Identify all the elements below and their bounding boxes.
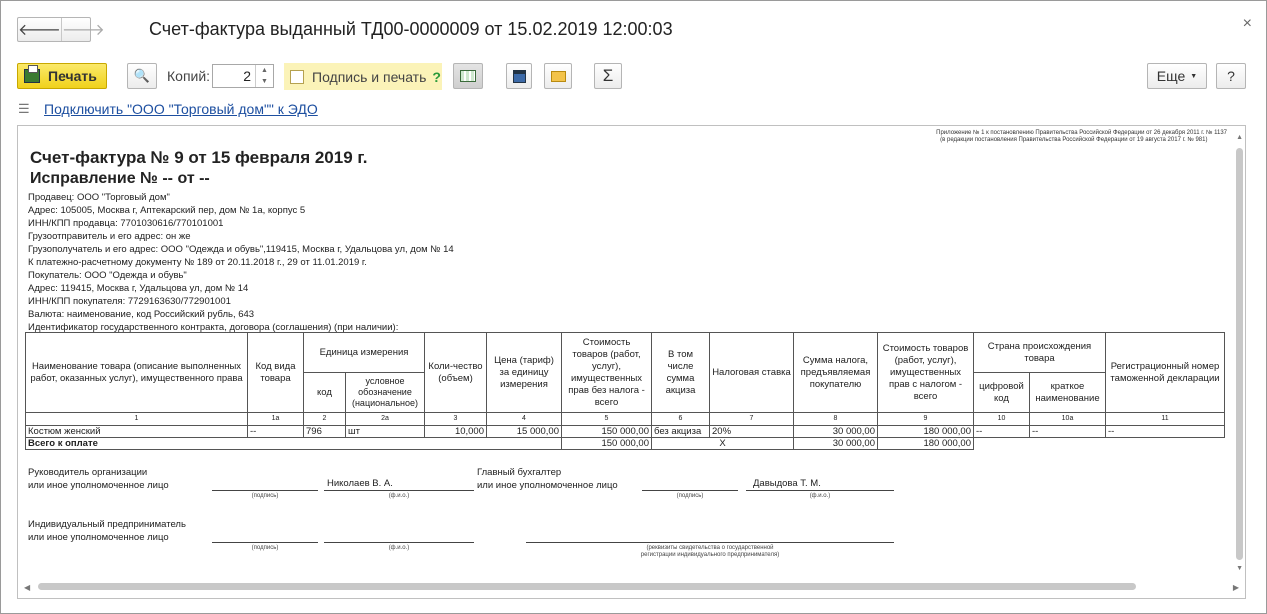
col-number: 3: [425, 413, 487, 426]
accountant-label-line: или иное уполномоченное лицо: [477, 480, 618, 491]
total-empty: [974, 438, 1225, 450]
accountant-label-line: Главный бухгалтер: [477, 467, 562, 478]
magnifier-icon: 🔍: [133, 68, 151, 83]
detail-line: Адрес: 119415, Москва г, Удальцова ул, дом № 14: [28, 283, 249, 294]
detail-line: ИНН/КПП продавца: 7701030616/770101001: [28, 218, 224, 229]
connect-edo-link[interactable]: Подключить "ООО "Торговый дом"" к ЭДО: [44, 101, 318, 117]
invoice-table: [25, 332, 1225, 450]
col-number: 4: [487, 413, 562, 426]
back-arrow-icon[interactable]: 🡐: [18, 22, 61, 39]
chevron-down-icon[interactable]: ▼: [261, 78, 268, 85]
preview-button[interactable]: [127, 63, 157, 89]
header-name: Наименование товара (описание выполненных работ, оказанных услуг), имущественного права: [26, 333, 248, 413]
accountant-name: Давыдова Т. М.: [753, 478, 821, 489]
edo-icon: ☰: [18, 101, 30, 116]
cell-rate: 20%: [710, 426, 794, 438]
send-email-button[interactable]: [544, 63, 572, 89]
req-caption-line: регистрации индивидуального предпринимателя): [640, 552, 780, 558]
detail-line: ИНН/КПП покупателя: 7729163630/772901001: [28, 296, 231, 307]
col-number: 9: [878, 413, 974, 426]
spreadsheet-document[interactable]: [17, 125, 1246, 599]
head-label-line: Руководитель организации: [28, 467, 148, 478]
head-sign-line: [212, 490, 318, 491]
accountant-sign-line: [642, 490, 738, 491]
cell-price: 15 000,00: [487, 426, 562, 438]
correction-heading: Исправление № -- от --: [30, 170, 210, 187]
legal-note: [936, 130, 1227, 144]
col-number: 7: [710, 413, 794, 426]
invoice-details: [28, 191, 454, 334]
table-row: [26, 426, 1225, 438]
cell-country-name: --: [1030, 426, 1106, 438]
envelope-icon: [551, 71, 566, 82]
entrepreneur-sign-line: [212, 542, 318, 543]
scroll-left-icon[interactable]: ◀: [24, 583, 31, 592]
entrepreneur-req-caption: [526, 545, 894, 559]
cell-reg: --: [1106, 426, 1225, 438]
close-icon[interactable]: ×: [1242, 15, 1252, 32]
scroll-up-icon[interactable]: ▲: [1236, 134, 1243, 141]
col-number: 10а: [1030, 413, 1106, 426]
header-country-name: краткое наименование: [1030, 373, 1106, 413]
head-signature-label: [28, 466, 169, 492]
legal-note-line: (в редакции постановления Правительства Российской Федерации от 19 августа 2017 г. № 981): [940, 137, 1208, 143]
detail-line: Продавец: ООО "Торговый дом": [28, 192, 170, 203]
header-rate: Налоговая ставка: [710, 333, 794, 413]
detail-line: Грузоотправитель и его адрес: он же: [28, 231, 191, 242]
col-number: 8: [794, 413, 878, 426]
scroll-right-icon[interactable]: ▶: [1232, 583, 1239, 592]
col-number: 1: [26, 413, 248, 426]
copies-value: 2: [243, 68, 251, 84]
header-price: Цена (тариф) за единицу измерения: [487, 333, 562, 413]
horizontal-scrollbar[interactable]: [38, 583, 1136, 590]
cell-tax: 30 000,00: [794, 426, 878, 438]
edit-table-icon: [460, 70, 476, 82]
dropdown-caret-icon: ▼: [1190, 72, 1198, 80]
header-cost: Стоимость товаров (работ, услуг), имущественных прав без налога - всего: [562, 333, 652, 413]
window-title: Счет-фактура выданный ТД00-0000009 от 15.02.2019 12:00:03: [149, 19, 673, 39]
nav-buttons: [17, 17, 105, 42]
col-number: 1а: [248, 413, 304, 426]
total-tax: 30 000,00: [794, 438, 878, 450]
cell-name: Костюм женский: [26, 426, 248, 438]
header-reg: Регистрационный номер таможенной декларации: [1106, 333, 1225, 413]
sign-and-stamp-toggle[interactable]: [284, 63, 442, 90]
col-number: 5: [562, 413, 652, 426]
head-name: Николаев В. А.: [327, 478, 393, 489]
cell-unit-code: 796: [304, 426, 346, 438]
col-number: 6: [652, 413, 710, 426]
head-sign-caption: (подпись): [251, 493, 279, 499]
head-label-line: или иное уполномоченное лицо: [28, 480, 169, 491]
entrepreneur-label-line: Индивидуальный предприниматель: [28, 519, 186, 530]
total-label: Всего к оплате: [26, 438, 562, 450]
col-number: 10: [974, 413, 1030, 426]
cell-excise: без акциза: [652, 426, 710, 438]
printer-icon: [24, 69, 40, 83]
floppy-disk-icon: [513, 70, 526, 83]
cell-cost: 150 000,00: [562, 426, 652, 438]
header-country: Страна происхождения товара: [974, 333, 1106, 373]
detail-line: Покупатель: ООО "Одежда и обувь": [28, 270, 187, 281]
sign-help-icon[interactable]: ?: [432, 68, 441, 85]
accountant-fio-line: [746, 490, 894, 491]
detail-line: Валюта: наименование, код Российский рубль, 643: [28, 309, 255, 320]
legal-note-line: Приложение № 1 к постановлению Правительства Российской Федерации от 26 декабря 2011 г. № 1137: [936, 130, 1227, 136]
sign-checkbox[interactable]: [290, 70, 304, 84]
header-unit-code: код: [304, 373, 346, 413]
sign-label: Подпись и печать: [312, 68, 427, 85]
copies-input[interactable]: [212, 64, 274, 88]
copies-label: Копий:: [167, 68, 211, 84]
accountant-fio-caption: (ф.и.о.): [809, 493, 831, 499]
header-excise: В том числе сумма акциза: [652, 333, 710, 413]
total-cost: 150 000,00: [562, 438, 652, 450]
header-total: Стоимость товаров (работ, услуг), имущественных прав с налогом - всего: [878, 333, 974, 413]
entrepreneur-label-line: или иное уполномоченное лицо: [28, 532, 169, 543]
total-total: 180 000,00: [878, 438, 974, 450]
detail-line: К платежно-расчетному документу № 189 от 20.11.2018 г., 29 от 11.01.2019 г.: [28, 257, 367, 268]
header-unit-name: условное обозначение (национальное): [346, 373, 425, 413]
accountant-signature-label: [477, 466, 618, 492]
cell-code: --: [248, 426, 304, 438]
help-button-label: ?: [1227, 68, 1235, 84]
header-tax: Сумма налога, предъявляемая покупателю: [794, 333, 878, 413]
header-country-code: цифровой код: [974, 373, 1030, 413]
invoice-heading: Счет-фактура № 9 от 15 февраля 2019 г.: [30, 148, 368, 167]
header-code: Код вида товара: [248, 333, 304, 413]
edit-button[interactable]: [453, 63, 483, 89]
entrepreneur-fio-caption: (ф.и.о.): [388, 545, 410, 551]
entrepreneur-fio-line: [324, 542, 474, 543]
sigma-icon: Σ: [602, 66, 614, 85]
header-unit: Единица измерения: [304, 333, 425, 373]
more-button[interactable]: [1147, 63, 1207, 89]
col-number: 2: [304, 413, 346, 426]
total-row: [26, 438, 1225, 450]
accountant-sign-caption: (подпись): [676, 493, 704, 499]
head-fio-line: [324, 490, 474, 491]
cell-country-code: --: [974, 426, 1030, 438]
col-number: 2а: [346, 413, 425, 426]
entrepreneur-sign-caption: (подпись): [251, 545, 279, 551]
forward-arrow-icon[interactable]: 🡒: [61, 18, 105, 41]
copies-stepper[interactable]: [255, 65, 273, 87]
print-button[interactable]: [17, 63, 107, 89]
col-number: 11: [1106, 413, 1225, 426]
detail-line: Идентификатор государственного контракта, договора (соглашения) (при наличии):: [28, 322, 399, 333]
cell-unit-name: шт: [346, 426, 425, 438]
detail-line: Адрес: 105005, Москва г, Аптекарский пер, дом № 1а, корпус 5: [28, 205, 306, 216]
entrepreneur-signature-label: [28, 518, 186, 544]
save-button[interactable]: [506, 63, 532, 89]
entrepreneur-req-line: [526, 542, 894, 543]
cell-total: 180 000,00: [878, 426, 974, 438]
more-button-label: Еще: [1156, 68, 1186, 84]
header-qty: Коли-чество (объем): [425, 333, 487, 413]
cell-qty: 10,000: [425, 426, 487, 438]
help-button[interactable]: [1216, 63, 1246, 89]
chevron-up-icon[interactable]: ▲: [261, 67, 268, 74]
total-excise: X: [652, 438, 794, 450]
detail-line: Грузополучатель и его адрес: ООО "Одежда и обувь",119415, Москва г, Удальцова ул, дом № 14: [28, 244, 454, 255]
head-fio-caption: (ф.и.о.): [388, 493, 410, 499]
req-caption-line: (реквизиты свидетельства о государственной: [646, 545, 774, 551]
scroll-down-icon[interactable]: ▼: [1236, 565, 1243, 572]
sum-button[interactable]: [594, 63, 622, 89]
vertical-scrollbar[interactable]: [1236, 148, 1243, 560]
print-button-label: Печать: [48, 68, 97, 84]
